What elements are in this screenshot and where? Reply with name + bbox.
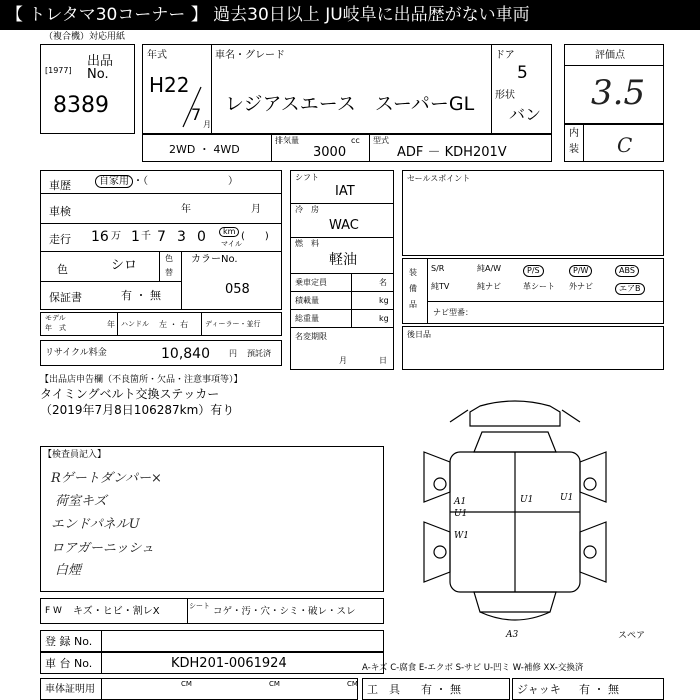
diagram-mark-u1-center: U1 bbox=[520, 495, 534, 505]
jack-label: ジャッキ bbox=[517, 683, 561, 696]
mileage-unit-mile: マイル bbox=[221, 240, 242, 248]
later-date-label: 後日品 bbox=[407, 330, 431, 339]
color-label: 色 bbox=[57, 263, 68, 276]
mileage-man-unit: 万 bbox=[111, 231, 121, 242]
jack-row bbox=[512, 678, 664, 700]
inspector-note-5: 白煙 bbox=[55, 563, 82, 578]
lot-number: 8389 bbox=[53, 93, 109, 118]
drive-value: 2WD ・ 4WD bbox=[169, 143, 240, 156]
gross-label: 総重量 bbox=[295, 314, 319, 323]
mileage-man: 16 bbox=[91, 229, 109, 245]
model-year-year: 年 bbox=[107, 320, 115, 329]
history-label: 車歴 bbox=[49, 179, 71, 192]
handle-value: 左 ・ 右 bbox=[159, 320, 189, 329]
score-value: 3.5 bbox=[591, 73, 646, 113]
mileage-paren: ( ) bbox=[241, 231, 269, 242]
later-date-box bbox=[402, 326, 664, 370]
inspection-label: 車検 bbox=[49, 205, 71, 218]
displacement-value: 3000 bbox=[313, 145, 347, 160]
sales-point-label: セールスポイント bbox=[407, 174, 471, 183]
seat-label: シート bbox=[189, 602, 210, 610]
fuel-value: 軽油 bbox=[329, 252, 357, 268]
fw-row bbox=[40, 598, 384, 624]
cert-cm-2: CM bbox=[269, 680, 280, 688]
chassis-row bbox=[40, 652, 384, 674]
diagram-mark-a3: A3 bbox=[506, 630, 519, 640]
ac-label: 冷 房 bbox=[295, 205, 319, 214]
mileage-unit-km: km bbox=[219, 227, 239, 237]
interior-box bbox=[564, 124, 664, 162]
diagram-mark-u1-right: U1 bbox=[560, 493, 574, 503]
model-code-label: 型式 bbox=[373, 136, 389, 145]
model-year-label-2: 年 式 bbox=[45, 324, 66, 332]
score-label: 評価点 bbox=[595, 50, 625, 61]
inspection-month: 月 bbox=[251, 204, 261, 215]
cert-cm-3: CM bbox=[347, 680, 358, 688]
model-year-label-1: モデル bbox=[45, 314, 66, 322]
equipment-item-1-4: エアB bbox=[615, 283, 645, 295]
model-name: レジアスエース スーパーGL bbox=[225, 93, 475, 115]
equipment-label-3: 品 bbox=[409, 300, 417, 309]
warranty-value: 有 ・ 無 bbox=[121, 289, 161, 302]
left-details bbox=[40, 170, 282, 310]
warranty-label: 保証書 bbox=[49, 291, 82, 304]
diagram-mark-w1: W1 bbox=[454, 531, 469, 541]
gross-unit: kg bbox=[379, 314, 389, 323]
registration-label: 登 録 No. bbox=[45, 635, 93, 648]
equipment-item-0-2: P/S bbox=[523, 265, 544, 277]
displacement-label: 排気量 bbox=[275, 136, 299, 145]
history-value bbox=[95, 177, 238, 187]
chassis-label: 車 台 No. bbox=[45, 657, 93, 670]
load-unit: kg bbox=[379, 296, 389, 305]
mileage-sen-unit: 千 bbox=[141, 231, 151, 242]
color-no-label: カラーNo. bbox=[191, 254, 238, 265]
doors-value: 5 bbox=[517, 63, 528, 83]
equipment-item-0-1: 純A/W bbox=[477, 264, 502, 273]
mileage-digit-2: 3 bbox=[177, 229, 186, 245]
capacity-unit: 名 bbox=[379, 278, 387, 287]
equipment-item-1-2: 革シート bbox=[523, 282, 555, 291]
inspector-box bbox=[40, 446, 384, 592]
cert-cm-1: CM bbox=[181, 680, 192, 688]
seat-value: コゲ・汚・穴・シミ・破レ・スレ bbox=[213, 606, 356, 617]
vehicle-header-box bbox=[142, 44, 552, 134]
equipment-item-1-3: 外ナビ bbox=[569, 282, 593, 291]
lot-number-box bbox=[40, 44, 135, 134]
model-name-label: 車名・グレード bbox=[215, 50, 285, 61]
shift-value: IAT bbox=[335, 184, 355, 199]
score-box bbox=[564, 44, 664, 124]
mileage-label: 走行 bbox=[49, 233, 71, 246]
equipment-item-1-1: 純ナビ bbox=[477, 282, 501, 291]
jack-value: 有 ・ 無 bbox=[579, 683, 619, 696]
color-no-value: 058 bbox=[225, 282, 250, 297]
equipment-item-0-4: ABS bbox=[615, 265, 639, 277]
title-banner: 【 トレタマ30コーナー 】 過去30日以上 JU岐阜に出品歴がない車両 bbox=[0, 0, 700, 30]
color-change-2: 替 bbox=[165, 268, 173, 277]
declaration-line-2: （2019年7月8日106287km）有り bbox=[40, 403, 235, 417]
color-value: シロ bbox=[111, 258, 138, 273]
mileage-digit-1: 7 bbox=[157, 229, 166, 245]
recycle-value: 10,840 bbox=[161, 346, 210, 362]
name-change-day: 日 bbox=[379, 356, 387, 365]
displacement-unit: cc bbox=[351, 136, 360, 145]
interior-value: C bbox=[617, 133, 633, 157]
model-year-row bbox=[40, 312, 282, 336]
handle-label: ハンドル bbox=[121, 320, 149, 328]
mileage-digit-3: 0 bbox=[197, 229, 206, 245]
chassis-value: KDH201-0061924 bbox=[171, 656, 287, 671]
navi-model-label: ナビ型番： bbox=[433, 308, 473, 317]
history-circled: 自家用 bbox=[95, 175, 133, 188]
form-note: （複合機）対応用紙 bbox=[44, 32, 126, 42]
year-era: H22 bbox=[149, 73, 190, 97]
shape-value: バン bbox=[509, 105, 542, 124]
fw-value: キズ・ヒビ・割レX bbox=[73, 606, 160, 617]
year-month-unit: 月 bbox=[203, 120, 211, 129]
cert-row bbox=[40, 678, 358, 700]
sales-point-box bbox=[402, 170, 664, 256]
ac-value: WAC bbox=[329, 218, 359, 233]
diagram-mark-a1: A1 bbox=[454, 497, 467, 507]
equipment-box bbox=[402, 258, 664, 324]
doors-label: ドア bbox=[495, 50, 515, 61]
cert-label: 車体証明用 bbox=[45, 684, 95, 695]
spec-row bbox=[142, 134, 552, 162]
equipment-item-1-0: 純TV bbox=[431, 282, 450, 291]
dealer-label: ディーラー・並行 bbox=[205, 320, 261, 328]
equipment-item-0-3: P/W bbox=[569, 265, 592, 277]
name-change-month: 月 bbox=[339, 356, 347, 365]
lot-label: 出品 No. bbox=[87, 54, 114, 82]
recycle-unit: 円 bbox=[229, 349, 237, 358]
shift-label: シフト bbox=[295, 173, 319, 182]
name-change-label: 名変期限 bbox=[295, 332, 327, 341]
fuel-label: 燃 料 bbox=[295, 239, 319, 248]
inspection-year: 年 bbox=[181, 204, 191, 215]
mileage-sen: 1 bbox=[131, 229, 140, 245]
model-code-value: ADF － KDH201V bbox=[397, 145, 507, 160]
middle-details bbox=[290, 170, 394, 370]
tools-value: 有 ・ 無 bbox=[421, 683, 461, 696]
inspector-note-2: 荷室キズ bbox=[55, 494, 107, 509]
load-label: 積載量 bbox=[295, 296, 319, 305]
history-rest: ・（ ） bbox=[133, 176, 238, 187]
registration-row bbox=[40, 630, 384, 652]
inspector-title: 【検査員記入】 bbox=[43, 450, 107, 460]
year-label: 年式 bbox=[147, 50, 167, 61]
equipment-item-0-0: S/R bbox=[431, 264, 445, 273]
equipment-label-1: 装 bbox=[409, 268, 417, 277]
inspector-note-4: ロアガーニッシュ bbox=[51, 541, 155, 556]
car-body-diagram bbox=[410, 392, 620, 642]
capacity-label: 乗車定員 bbox=[295, 278, 327, 287]
shape-label: 形状 bbox=[495, 90, 515, 101]
inspector-note-1: Rゲートダンパー× bbox=[51, 471, 162, 486]
lot-small-number: [1977] bbox=[45, 66, 72, 75]
year-month: 7 bbox=[191, 105, 202, 124]
damage-legend: A-キズ C-腐食 E-エクボ S-サビ U-凹ミ W-補修 XX-交換済 bbox=[362, 663, 584, 673]
recycle-label: リサイクル料金 bbox=[45, 348, 107, 358]
declaration-line-1: タイミングベルト交換ステッカー bbox=[40, 387, 220, 401]
interior-label-1: 内 bbox=[569, 128, 579, 139]
recycle-row bbox=[40, 340, 282, 366]
interior-label-2: 装 bbox=[569, 144, 579, 155]
tools-label: 工 具 bbox=[367, 683, 400, 696]
recycle-note: 預託済 bbox=[247, 349, 271, 358]
inspector-note-3: エンドパネルU bbox=[51, 517, 140, 532]
tools-row bbox=[362, 678, 510, 700]
spare-label: スペア bbox=[618, 631, 646, 641]
equipment-label-2: 備 bbox=[409, 284, 417, 293]
declaration-title: 【出品店申告欄（不良箇所・欠品・注意事項等）】 bbox=[40, 375, 243, 385]
color-change-1: 色 bbox=[165, 254, 173, 263]
fw-label: F W bbox=[45, 606, 62, 616]
diagram-mark-u1-left: U1 bbox=[454, 509, 468, 519]
